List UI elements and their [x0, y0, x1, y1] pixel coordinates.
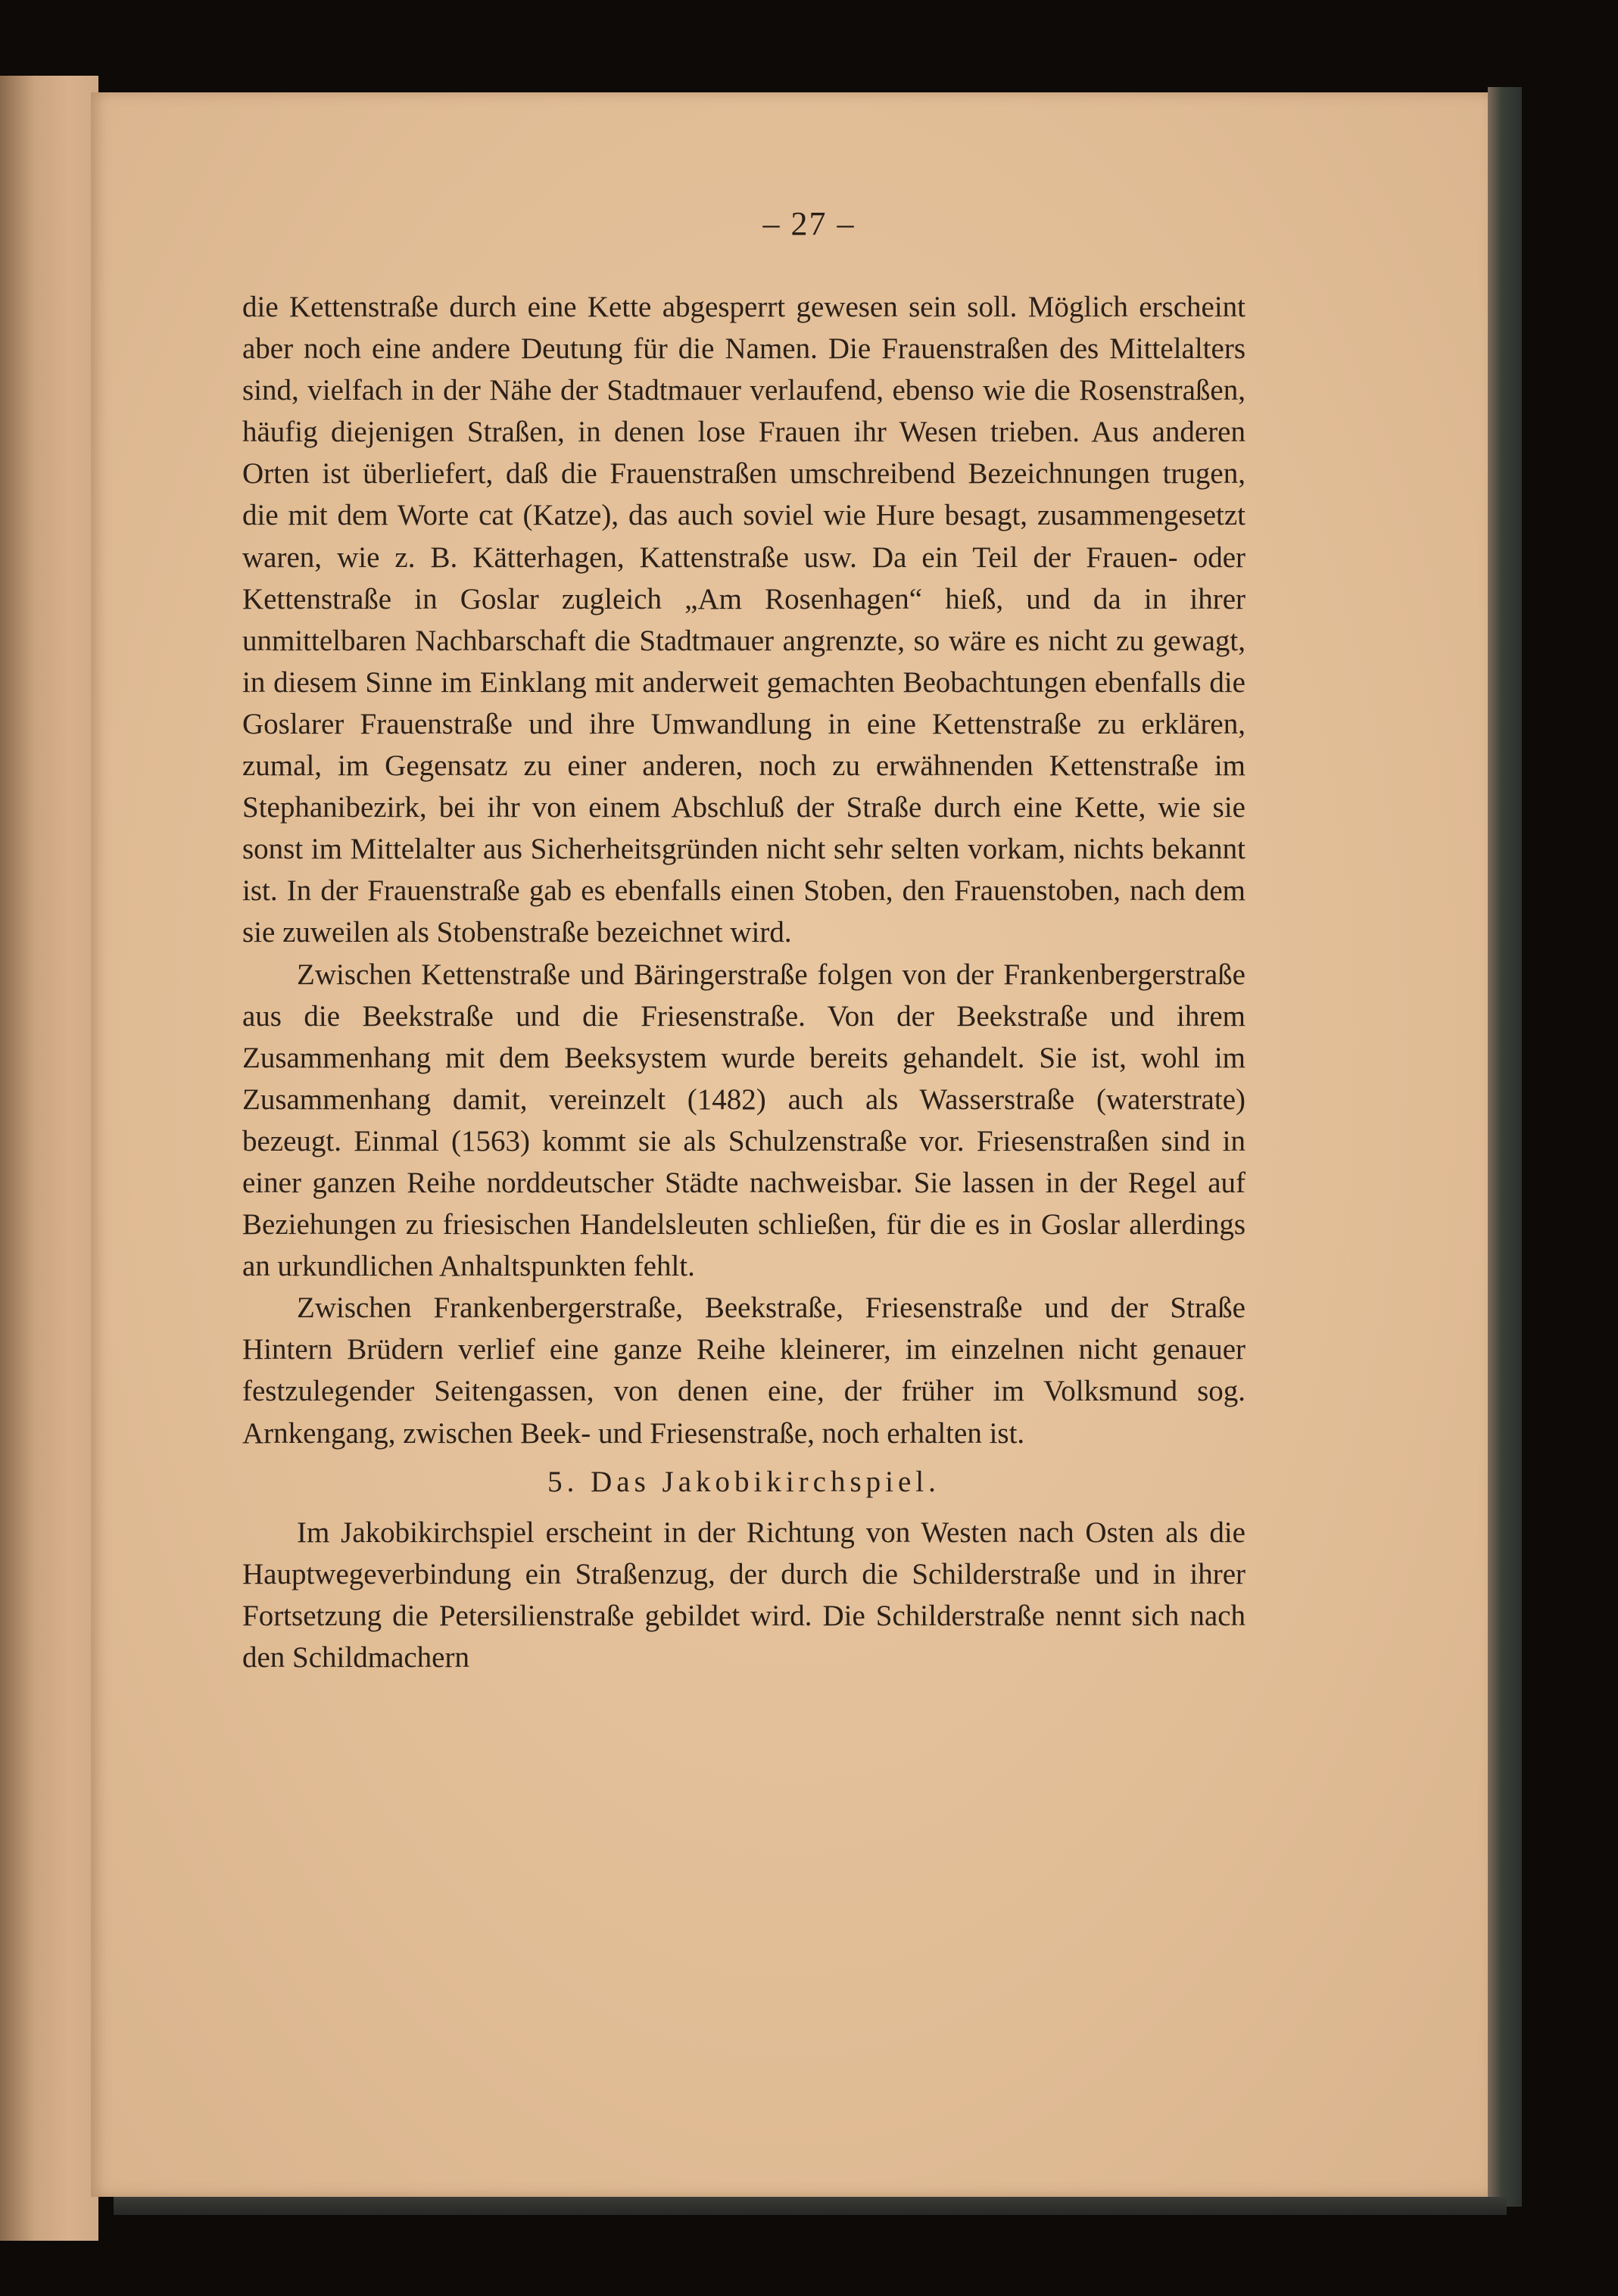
section-heading: 5. Das Jakobikirchspiel. — [547, 1465, 940, 1498]
book-spine — [0, 76, 98, 2241]
section-paragraph: Im Jakobikirchspiel erscheint in der Richtung von Westen nach Osten als die Hauptwegeverbindung ein Straßenzug, der durch die Schilderstraße und in ihrer Fortsetzung die Petersilienstraße gebildet wird. Die Schilderstraße nennt sich nach den Schildmachern — [242, 1516, 1245, 1674]
page-edge-right — [1488, 87, 1522, 2207]
paragraph-1: die Kettenstraße durch eine Kette abgesperrt gewesen sein soll. Möglich erscheint aber noch eine andere Deutung für die Namen. Die Frauenstraßen des Mittelalters sind, vielfach in der Nähe der Stadtmauer verlaufend, ebenso wie die Rosenstraßen, häufig diejenigen Straßen, in denen lose Frauen ihr Wesen trieben. Aus anderen Orten ist überliefert, daß die Frauenstraßen umschreibend Bezeichnungen trugen, die mit dem Worte cat (Katze), das auch soviel wie Hure besagt, zusammengesetzt waren, wie z. B. Kätterhagen, Kattenstraße usw. Da ein Teil der Frauen- oder Kettenstraße in Goslar zugleich „Am Rosenhagen“ hieß, und da in ihrer unmittelbaren Nachbarschaft die Stadtmauer angrenzte, so wäre es nicht zu gewagt, in diesem Sinne im Einklang mit anderweit gemachten Beobachtungen ebenfalls die Goslarer Frauenstraße und ihre Umwandlung in eine Kettenstraße zu erklären, zumal, im Gegensatz zu einer anderen, noch zu erwähnenden Kettenstraße im Stephanibezirk, bei ihr von einem Abschluß der Straße durch eine Kette, wie sie sonst im Mittelalter aus Sicherheitsgründen nicht sehr selten vorkam, nichts bekannt ist. In der Frauenstraße gab es ebenfalls einen Stoben, den Frauenstoben, nach dem sie zuweilen als Stobenstraße bezeichnet wird. — [242, 291, 1245, 949]
paragraph-2: Zwischen Kettenstraße und Bäringerstraße folgen von der Frankenbergerstraße aus die Beekstraße und die Friesenstraße. Von der Beekstraße und ihrem Zusammenhang mit dem Beeksystem wurde bereits gehandelt. Sie ist, wohl im Zusammenhang damit, vereinzelt (1482) auch als Wasserstraße (waterstrate) bezeugt. Einmal (1563) kommt sie als Schulzenstraße vor. Friesenstraßen sind in einer ganzen Reihe norddeutscher Städte nachweisbar. Sie lassen in der Regel auf Beziehungen zu friesischen Handelsleuten schließen, für die es in Goslar allerdings an urkundlichen Anhaltspunkten fehlt. — [242, 958, 1245, 1283]
page-body — [242, 286, 1245, 1678]
page-edge-bottom — [114, 2197, 1507, 2215]
paragraph-3: Zwischen Frankenbergerstraße, Beekstraße, Friesenstraße und der Straße Hintern Brüdern verlief eine ganze Reihe kleinerer, im einzelnen nicht genauer festzulegender Seitengassen, von denen eine, der früher im Volksmund sog. Arnkengang, zwischen Beek- und Friesenstraße, noch erhalten ist. — [242, 1291, 1245, 1450]
page-number: – 27 – — [762, 205, 856, 242]
